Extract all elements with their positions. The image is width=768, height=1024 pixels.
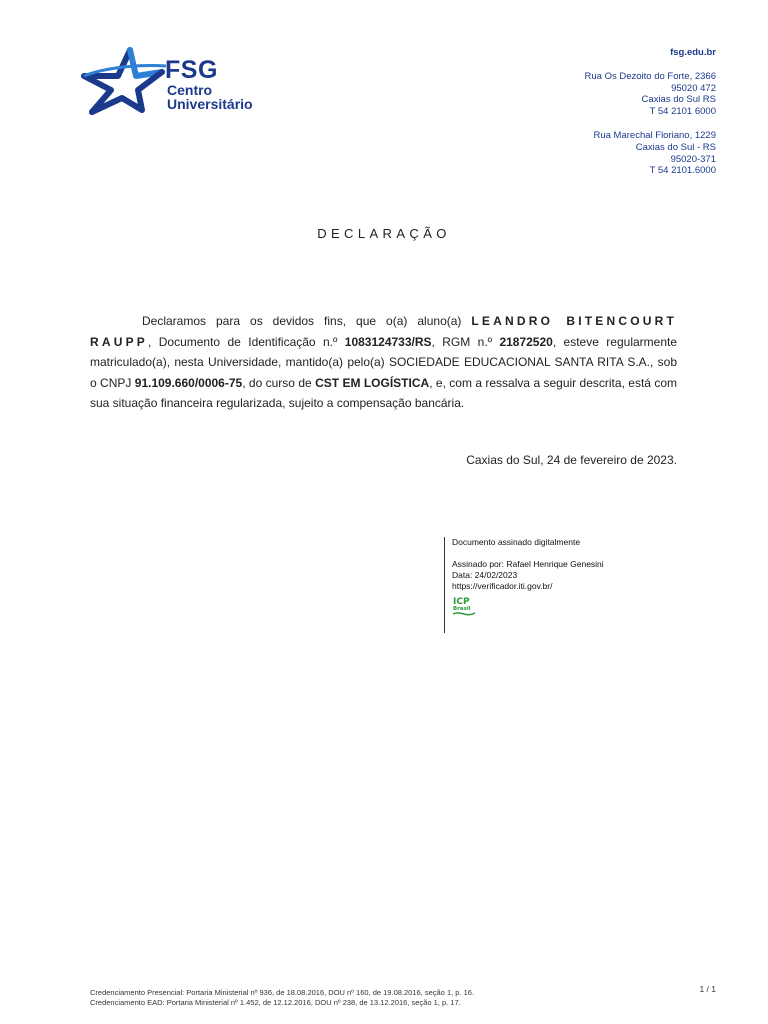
date-line: Caxias do Sul, 24 de fevereiro de 2023.: [466, 453, 677, 467]
fsg-logo: [78, 46, 278, 116]
signature-date: Data: 24/02/2023: [452, 570, 518, 580]
document-title: DECLARAÇÃO: [317, 226, 451, 241]
address-line: T 54 2101.6000: [649, 165, 716, 177]
icp-brasil-icon: [452, 595, 476, 619]
student-name: LEANDRO BITENCOURT RAUPP: [90, 314, 677, 349]
course-name: CST EM LOGÍSTICA: [315, 375, 430, 390]
body-text-segment: Declaramos para os devidos fins, que o(a) aluno(a): [142, 314, 472, 328]
signer-name: Assinado por: Rafael Henrique Genesini: [452, 559, 604, 569]
footer-line: Credenciamento EAD: Portaria Ministerial nº 1.452, de 12.12.2016, DOU nº 238, de 13.12.2016, seção 1, p. 17.: [90, 997, 461, 1007]
logo-subtitle-line-2: Universitário: [167, 96, 253, 112]
address-line: Caxias do Sul - RS: [635, 141, 716, 153]
logo-title: FSG: [165, 56, 218, 84]
body-text-segment: , esteve regularmente matriculado(a), nesta Universidade, mantido(a) pelo(a) SOCIEDADE EDUCACIONAL SANTA RITA S.A., sob o CNPJ: [90, 334, 678, 390]
address-block-2: [585, 130, 717, 177]
rgm-number: 21872520: [499, 334, 553, 349]
svg-text:ICP: ICP: [453, 597, 470, 607]
page-number: 1 / 1: [699, 984, 716, 994]
digital-signature-box: [444, 537, 604, 633]
address-line: Rua Marechal Floriano, 1229: [593, 129, 716, 141]
declaration-body: [90, 311, 677, 414]
body-text-segment: , RGM n.º: [431, 334, 500, 349]
address-block-1: [585, 71, 717, 118]
star-logo-icon: [78, 46, 168, 116]
verifier-url[interactable]: https://verificador.iti.gov.br/: [452, 581, 553, 591]
logo-subtitle-line-1: Centro: [167, 82, 213, 98]
address-line: T 54 2101 6000: [649, 106, 716, 118]
signature-title: Documento assinado digitalmente: [452, 537, 581, 547]
footer-line: Credenciamento Presencial: Portaria Ministerial nº 936, de 18.08.2016, DOU nº 160, de 19.08.2016, seção 1, p. 16.: [90, 988, 475, 997]
logo-subtitle: [167, 83, 253, 111]
footer-accreditation: [90, 988, 474, 1007]
address-line: Rua Os Dezoito do Forte, 2366: [584, 70, 716, 82]
header-contact: [585, 47, 717, 189]
svg-text:Brasil: Brasil: [453, 606, 471, 612]
body-text-segment: , Documento de Identificação n.º: [148, 334, 345, 349]
id-number: 1083124733/RS: [344, 334, 432, 349]
address-line: Caxias do Sul RS: [641, 94, 716, 106]
site-url[interactable]: fsg.edu.br: [670, 47, 716, 58]
address-line: 95020 472: [671, 82, 716, 94]
address-line: 95020-371: [670, 153, 716, 165]
body-text-segment: , do curso de: [242, 375, 316, 390]
cnpj-number: 91.109.660/0006-75: [134, 375, 243, 390]
body-text-segment: , e, com a ressalva a seguir descrita, está com sua situação financeira regularizada, sujeito a compensação bancária.: [90, 375, 678, 410]
